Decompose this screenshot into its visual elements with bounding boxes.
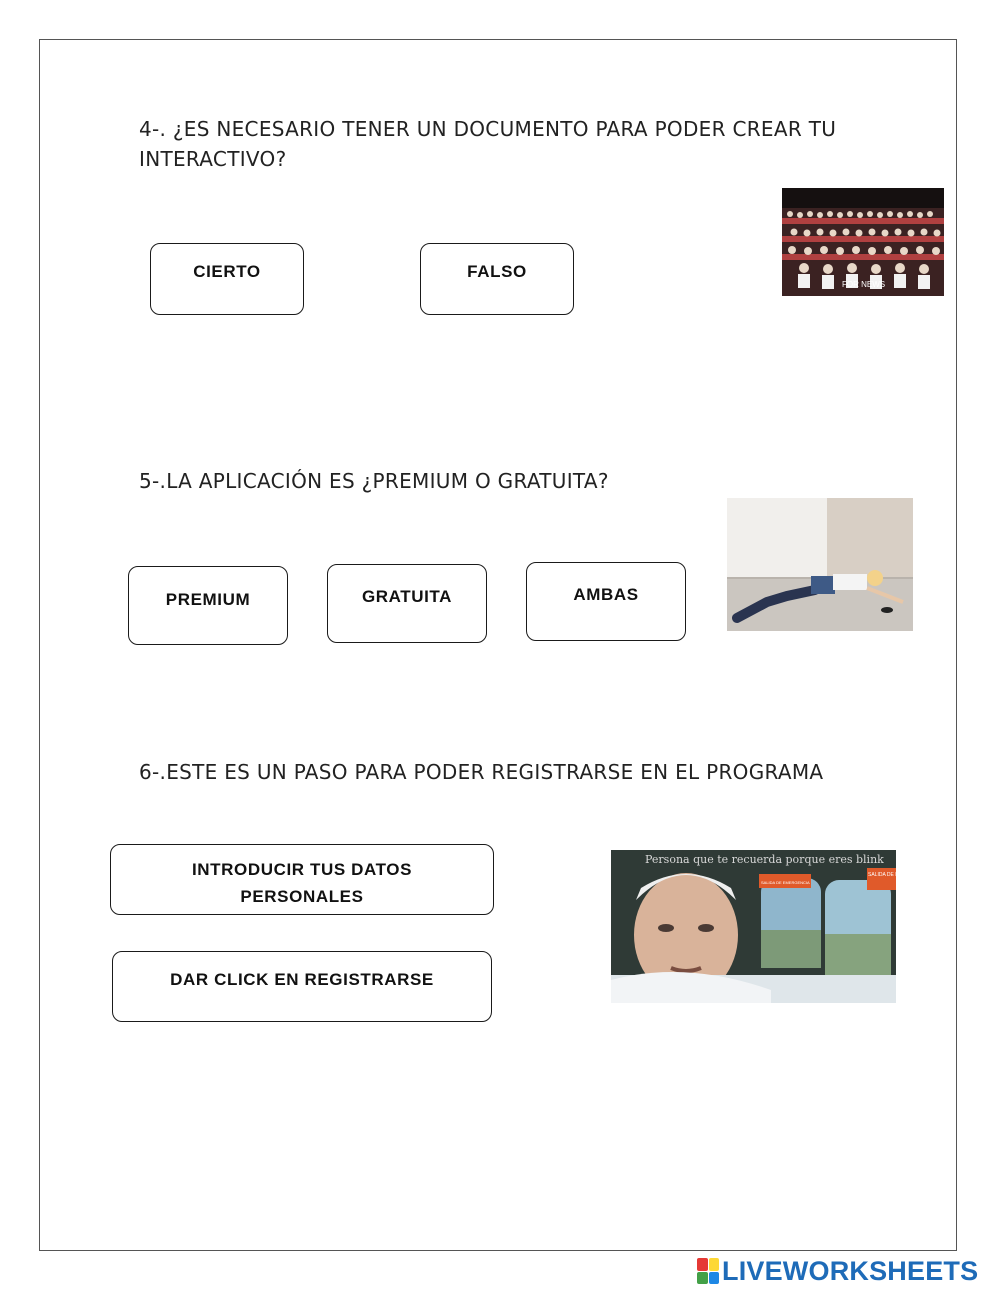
helicopter-meme-image — [611, 850, 910, 1003]
question-4: 4-. ¿ES NECESARIO TENER UN DOCUMENTO PARA PODER CREAR TU INTERACTIVO? — [139, 117, 837, 171]
cinema-image-caption: FOR NEWS — [842, 280, 886, 289]
question-6: 6-.ESTE ES UN PASO PARA PODER REGISTRARSE EN EL PROGRAMA — [139, 760, 824, 784]
meme-caption: Persona que te recuerda porque eres blink — [645, 853, 884, 866]
answer-ambas[interactable]: AMBAS — [526, 562, 686, 641]
answer-cierto[interactable]: CIERTO — [150, 243, 304, 315]
liveworksheets-badge-icon — [697, 1258, 719, 1284]
person-on-floor-image — [727, 498, 913, 631]
question-5: 5-.LA APLICACIÓN ES ¿PREMIUM O GRATUITA? — [139, 469, 609, 493]
answer-falso[interactable]: FALSO — [420, 243, 574, 315]
answer-introducir-datos[interactable]: INTRODUCIR TUS DATOS PERSONALES — [110, 844, 494, 915]
exit-sign-left: SALIDA DE EMERGENCIA — [761, 880, 810, 885]
liveworksheets-brand-text: LIVEWORKSHEETS — [722, 1255, 979, 1286]
answer-premium[interactable]: PREMIUM — [128, 566, 288, 645]
answer-dar-click[interactable]: DAR CLICK EN REGISTRARSE — [112, 951, 492, 1022]
liveworksheets-logo[interactable] — [697, 1256, 978, 1286]
exit-sign-right: SALIDA DE EMER — [868, 872, 910, 878]
cinema-audience-image — [782, 188, 944, 296]
answer-gratuita[interactable]: GRATUITA — [327, 564, 487, 643]
